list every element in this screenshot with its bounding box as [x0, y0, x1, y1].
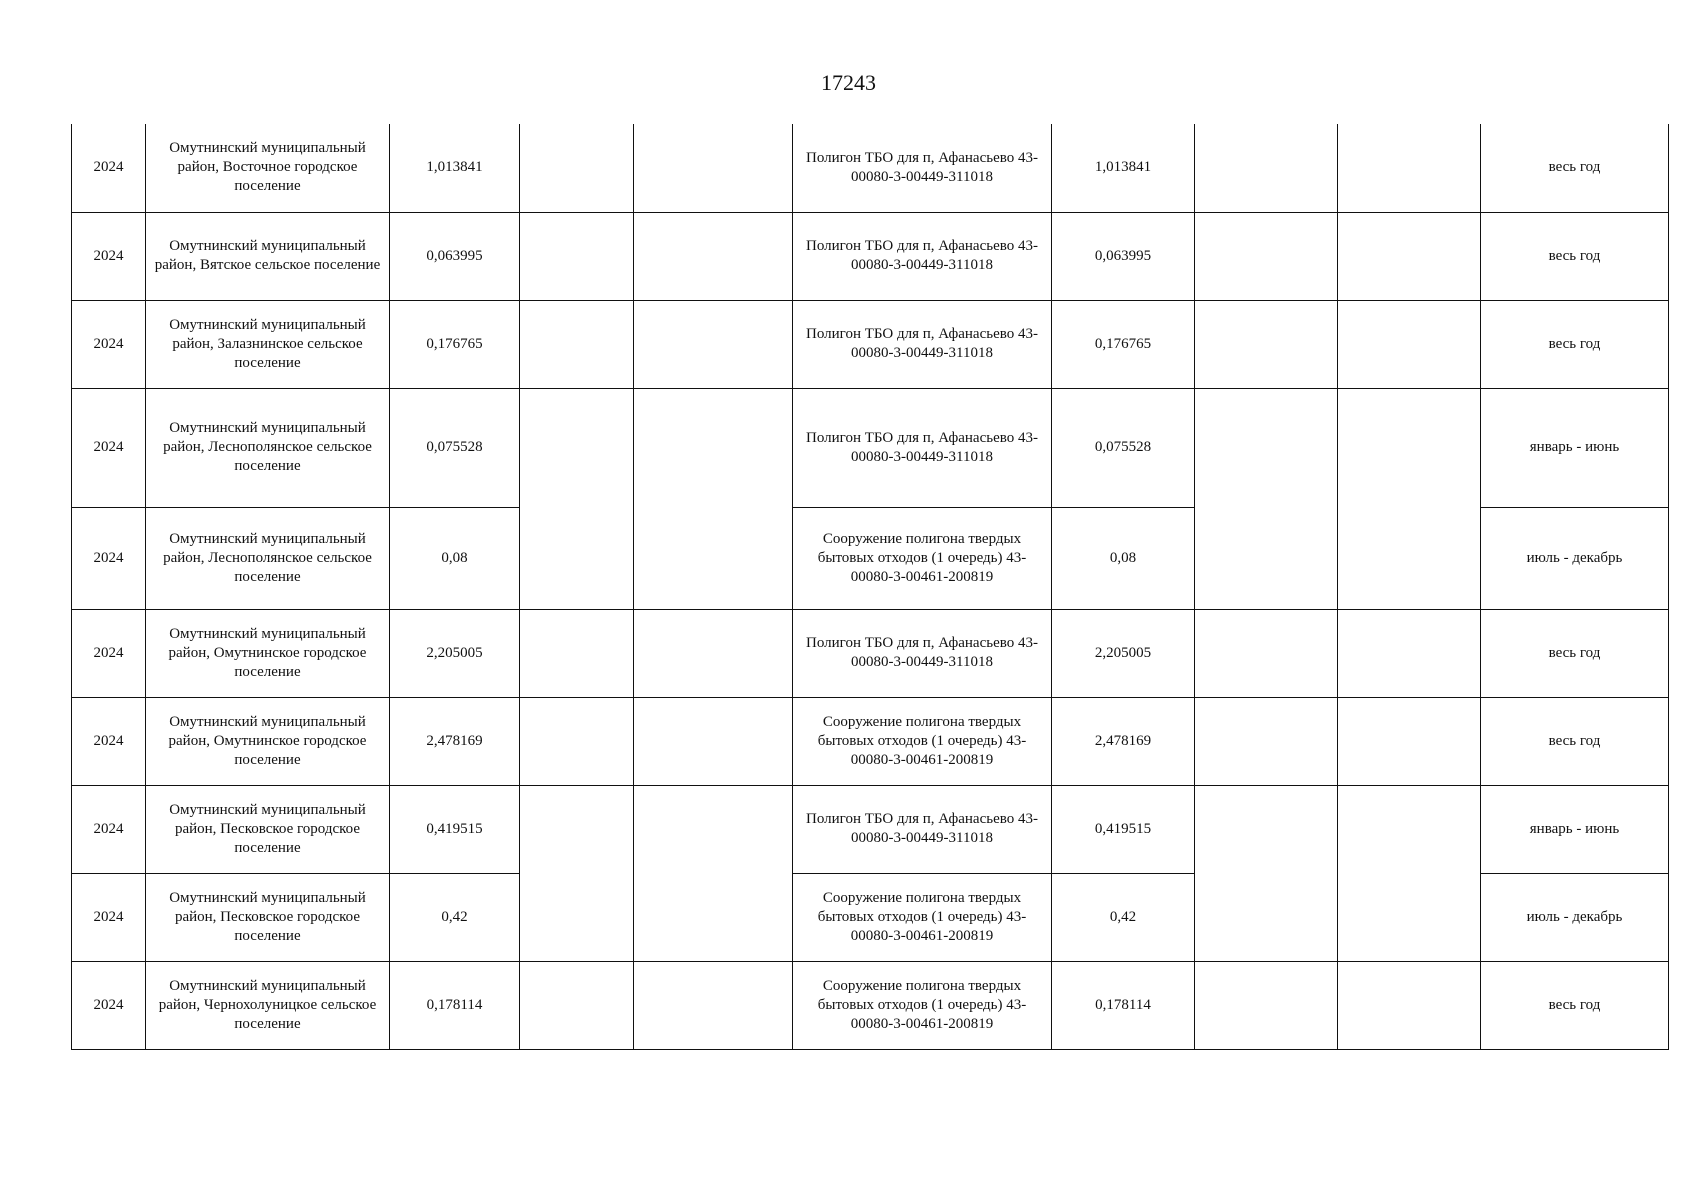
cell-mass-received: 0,075528	[1052, 388, 1195, 507]
cell-empty	[1338, 212, 1481, 300]
cell-mass-received: 0,42	[1052, 873, 1195, 961]
cell-empty	[1338, 300, 1481, 388]
cell-empty	[634, 609, 793, 697]
cell-year: 2024	[72, 124, 146, 212]
table-row	[72, 609, 1669, 697]
cell-facility: Полигон ТБО для п, Афанасьево 43-00080-3-00449-311018	[793, 212, 1052, 300]
cell-mass: 0,176765	[390, 300, 520, 388]
cell-mass: 0,178114	[390, 961, 520, 1049]
cell-empty	[520, 609, 634, 697]
cell-mass-received: 2,205005	[1052, 609, 1195, 697]
cell-municipality: Омутнинский муниципальный район, Песковское городское поселение	[146, 785, 390, 873]
cell-municipality: Омутнинский муниципальный район, Леснополянское сельское поселение	[146, 507, 390, 609]
cell-facility: Полигон ТБО для п, Афанасьево 43-00080-3-00449-311018	[793, 609, 1052, 697]
cell-period: июль - декабрь	[1481, 873, 1669, 961]
cell-facility: Сооружение полигона твердых бытовых отходов (1 очередь) 43-00080-3-00461-200819	[793, 697, 1052, 785]
cell-empty	[1195, 609, 1338, 697]
cell-empty-merged	[1195, 388, 1338, 609]
cell-period: весь год	[1481, 212, 1669, 300]
cell-period: весь год	[1481, 697, 1669, 785]
cell-year: 2024	[72, 507, 146, 609]
cell-empty	[520, 697, 634, 785]
cell-mass: 0,42	[390, 873, 520, 961]
cell-empty	[634, 300, 793, 388]
cell-mass: 2,478169	[390, 697, 520, 785]
cell-facility: Полигон ТБО для п, Афанасьево 43-00080-3-00449-311018	[793, 785, 1052, 873]
cell-mass-received: 1,013841	[1052, 124, 1195, 212]
cell-year: 2024	[72, 300, 146, 388]
cell-empty	[1195, 961, 1338, 1049]
cell-municipality: Омутнинский муниципальный район, Омутнинское городское поселение	[146, 609, 390, 697]
cell-year: 2024	[72, 873, 146, 961]
table-row	[72, 697, 1669, 785]
cell-municipality: Омутнинский муниципальный район, Леснополянское сельское поселение	[146, 388, 390, 507]
cell-empty-merged	[520, 388, 634, 609]
cell-year: 2024	[72, 212, 146, 300]
cell-mass: 0,063995	[390, 212, 520, 300]
cell-mass: 0,075528	[390, 388, 520, 507]
cell-mass: 2,205005	[390, 609, 520, 697]
cell-empty	[520, 212, 634, 300]
cell-empty	[1338, 697, 1481, 785]
cell-municipality: Омутнинский муниципальный район, Омутнинское городское поселение	[146, 697, 390, 785]
cell-empty	[634, 697, 793, 785]
cell-period: весь год	[1481, 961, 1669, 1049]
cell-municipality: Омутнинский муниципальный район, Вятское сельское поселение	[146, 212, 390, 300]
cell-year: 2024	[72, 785, 146, 873]
cell-mass-received: 0,08	[1052, 507, 1195, 609]
cell-empty-merged	[634, 388, 793, 609]
cell-year: 2024	[72, 609, 146, 697]
cell-empty	[1195, 300, 1338, 388]
cell-empty-merged	[634, 785, 793, 961]
cell-empty	[520, 961, 634, 1049]
cell-year: 2024	[72, 388, 146, 507]
cell-empty	[634, 124, 793, 212]
cell-empty	[634, 212, 793, 300]
cell-empty	[1195, 124, 1338, 212]
table-row	[72, 388, 1669, 507]
cell-empty	[1195, 212, 1338, 300]
cell-empty	[1338, 124, 1481, 212]
table-row	[72, 961, 1669, 1049]
cell-mass-received: 0,419515	[1052, 785, 1195, 873]
cell-empty	[634, 961, 793, 1049]
table-row	[72, 785, 1669, 873]
cell-municipality: Омутнинский муниципальный район, Залазнинское сельское поселение	[146, 300, 390, 388]
cell-municipality: Омутнинский муниципальный район, Чернохолуницкое сельское поселение	[146, 961, 390, 1049]
cell-year: 2024	[72, 697, 146, 785]
table-row	[72, 124, 1669, 212]
cell-facility: Полигон ТБО для п, Афанасьево 43-00080-3-00449-311018	[793, 300, 1052, 388]
cell-municipality: Омутнинский муниципальный район, Восточное городское поселение	[146, 124, 390, 212]
cell-mass-received: 0,063995	[1052, 212, 1195, 300]
cell-period: весь год	[1481, 124, 1669, 212]
waste-flow-table	[71, 124, 1669, 1050]
table-row	[72, 300, 1669, 388]
cell-period: январь - июнь	[1481, 785, 1669, 873]
cell-empty-merged	[1338, 785, 1481, 961]
cell-year: 2024	[72, 961, 146, 1049]
cell-mass: 0,08	[390, 507, 520, 609]
cell-period: весь год	[1481, 609, 1669, 697]
cell-mass: 1,013841	[390, 124, 520, 212]
cell-facility: Полигон ТБО для п, Афанасьево 43-00080-3-00449-311018	[793, 388, 1052, 507]
table-row	[72, 212, 1669, 300]
cell-municipality: Омутнинский муниципальный район, Песковское городское поселение	[146, 873, 390, 961]
cell-mass: 0,419515	[390, 785, 520, 873]
cell-empty	[520, 300, 634, 388]
cell-empty	[1195, 697, 1338, 785]
cell-empty-merged	[520, 785, 634, 961]
cell-empty	[520, 124, 634, 212]
cell-facility: Сооружение полигона твердых бытовых отходов (1 очередь) 43-00080-3-00461-200819	[793, 961, 1052, 1049]
cell-period: июль - декабрь	[1481, 507, 1669, 609]
cell-facility: Сооружение полигона твердых бытовых отходов (1 очередь) 43-00080-3-00461-200819	[793, 873, 1052, 961]
cell-empty-merged	[1338, 388, 1481, 609]
cell-period: январь - июнь	[1481, 388, 1669, 507]
cell-facility: Сооружение полигона твердых бытовых отходов (1 очередь) 43-00080-3-00461-200819	[793, 507, 1052, 609]
cell-mass-received: 0,176765	[1052, 300, 1195, 388]
cell-period: весь год	[1481, 300, 1669, 388]
cell-mass-received: 0,178114	[1052, 961, 1195, 1049]
cell-empty	[1338, 961, 1481, 1049]
page-number: 17243	[821, 70, 876, 95]
cell-facility: Полигон ТБО для п, Афанасьево 43-00080-3-00449-311018	[793, 124, 1052, 212]
cell-mass-received: 2,478169	[1052, 697, 1195, 785]
cell-empty-merged	[1195, 785, 1338, 961]
cell-empty	[1338, 609, 1481, 697]
